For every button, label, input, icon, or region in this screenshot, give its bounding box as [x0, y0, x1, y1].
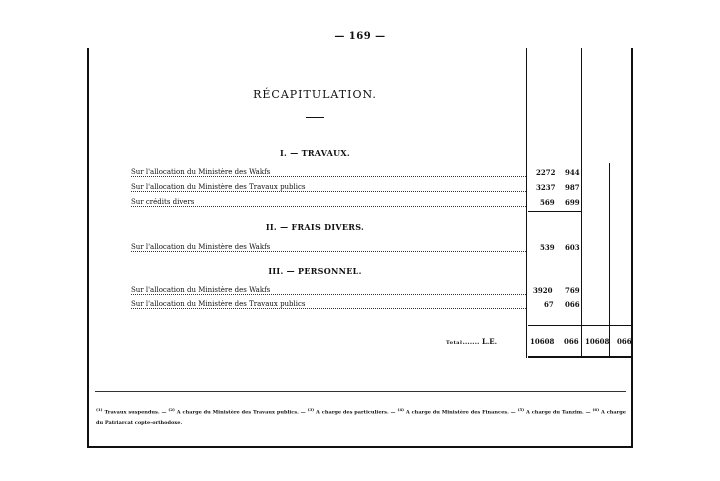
total-amount-right: 10608	[585, 337, 610, 346]
row-amount: 3920	[533, 286, 553, 295]
footnote-marker: (2)	[168, 407, 175, 412]
table-row	[131, 243, 526, 254]
section-heading-travaux: I. — TRAVAUX.	[280, 148, 350, 158]
footnote-text: A charge du Ministère des Finances. —	[405, 409, 516, 416]
footnote-text: Travaux suspendus. —	[104, 409, 167, 416]
footnote-separator	[95, 391, 626, 392]
table-row	[131, 198, 526, 209]
row-label: Sur l'allocation du Ministère des Wakfs	[131, 168, 271, 176]
total-amount: 10608	[530, 337, 555, 346]
row-amount: 3237	[536, 183, 556, 192]
footnote-text: A charge du Tanzim. —	[526, 409, 591, 416]
total-rule-top	[528, 325, 631, 326]
row-sub-amount: 987	[565, 183, 580, 192]
row-sub-amount: 066	[565, 300, 580, 309]
row-label: Sur crédits divers	[131, 198, 195, 206]
total-leader: .......	[462, 337, 480, 346]
subtotal-rule	[528, 211, 581, 212]
page-border-left	[87, 48, 89, 448]
total-currency: L.E.	[481, 337, 498, 346]
row-label: Sur l'allocation du Ministère des Travaux publics	[131, 300, 306, 308]
table-row	[131, 183, 526, 194]
row-amount: 2272	[536, 168, 556, 177]
total-sub-amount: 066	[564, 337, 579, 346]
row-sub-amount: 944	[565, 168, 580, 177]
footnotes	[96, 405, 626, 428]
row-label: Sur l'allocation du Ministère des Travaux publics	[131, 183, 306, 191]
footnote-marker: (3)	[307, 407, 315, 412]
table-row	[131, 286, 526, 297]
page-title: RÉCAPITULATION.	[253, 88, 377, 101]
footnote-text: A charge des particuliers. —	[316, 409, 396, 416]
footnote-marker: (5)	[517, 407, 525, 412]
row-amount: 539	[540, 243, 555, 252]
row-sub-amount: 603	[565, 243, 580, 252]
row-label: Sur l'allocation du Ministère des Wakfs	[131, 286, 271, 294]
page-border-bottom	[87, 446, 633, 448]
row-sub-amount: 699	[565, 198, 580, 207]
section-heading-frais-divers: II. — FRAIS DIVERS.	[265, 222, 365, 232]
footnote-text: A charge du Patriarcat copte-orthodoxe.	[96, 409, 626, 426]
row-sub-amount: 769	[565, 286, 580, 295]
footnote-marker: (6)	[592, 407, 600, 412]
total-label	[446, 337, 497, 346]
footnote-marker: (4)	[397, 407, 405, 412]
column-rule-mid	[581, 48, 582, 358]
footnote-text: A charge du Ministère des Travaux publics. —	[176, 409, 306, 416]
total-word: Total	[446, 340, 463, 346]
footnote-marker: (1)	[96, 407, 103, 412]
section-heading-personnel: III. — PERSONNEL.	[268, 266, 362, 276]
row-amount: 569	[540, 198, 555, 207]
table-row	[131, 300, 526, 311]
page-border-right	[631, 48, 633, 448]
total-rule-bottom	[528, 356, 631, 358]
title-underline	[306, 117, 324, 118]
row-label: Sur l'allocation du Ministère des Wakfs	[131, 243, 271, 251]
column-rule-sub	[609, 163, 610, 358]
page-number: — 169 —	[334, 31, 386, 42]
row-amount: 67	[544, 300, 554, 309]
table-row	[131, 168, 526, 179]
total-sub-amount-right: 066	[617, 337, 632, 346]
column-rule-left	[526, 48, 527, 358]
